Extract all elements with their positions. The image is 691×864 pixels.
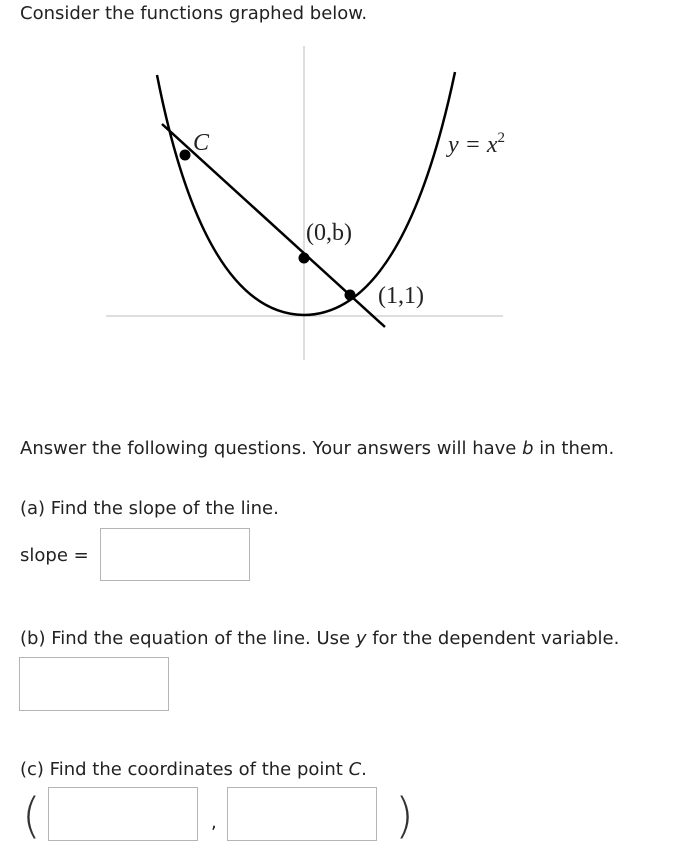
instructions-text: Answer the following questions. Your answers will have b in them. bbox=[20, 438, 615, 459]
slope-input[interactable] bbox=[100, 528, 250, 581]
point-0b-label: (0,b) bbox=[306, 220, 352, 246]
point-11-dot bbox=[345, 290, 356, 301]
point-c-dot bbox=[180, 150, 191, 161]
point-11-label: (1,1) bbox=[378, 283, 424, 309]
part-a-prompt: (a) Find the slope of the line. bbox=[20, 498, 279, 519]
point-0b-dot bbox=[299, 253, 310, 264]
coordinate-comma: , bbox=[211, 812, 217, 833]
close-paren: ) bbox=[395, 788, 414, 844]
part-c-prompt: (c) Find the coordinates of the point C. bbox=[20, 759, 367, 780]
curve-label: $y = x^2$ bbox=[448, 130, 505, 158]
parabola-curve bbox=[157, 72, 455, 315]
part-b-prompt: (b) Find the equation of the line. Use y for the dependent variable. bbox=[20, 628, 620, 649]
intro-text: Consider the functions graphed below. bbox=[20, 3, 368, 24]
line-equation-input[interactable] bbox=[19, 657, 169, 711]
instructions-variable: b bbox=[522, 438, 534, 459]
open-paren: ( bbox=[22, 788, 41, 844]
function-graph bbox=[0, 0, 691, 420]
slope-label: slope = bbox=[20, 545, 89, 566]
point-c-label: C bbox=[193, 130, 210, 156]
point-c-y-input[interactable] bbox=[227, 787, 377, 841]
point-c-x-input[interactable] bbox=[48, 787, 198, 841]
